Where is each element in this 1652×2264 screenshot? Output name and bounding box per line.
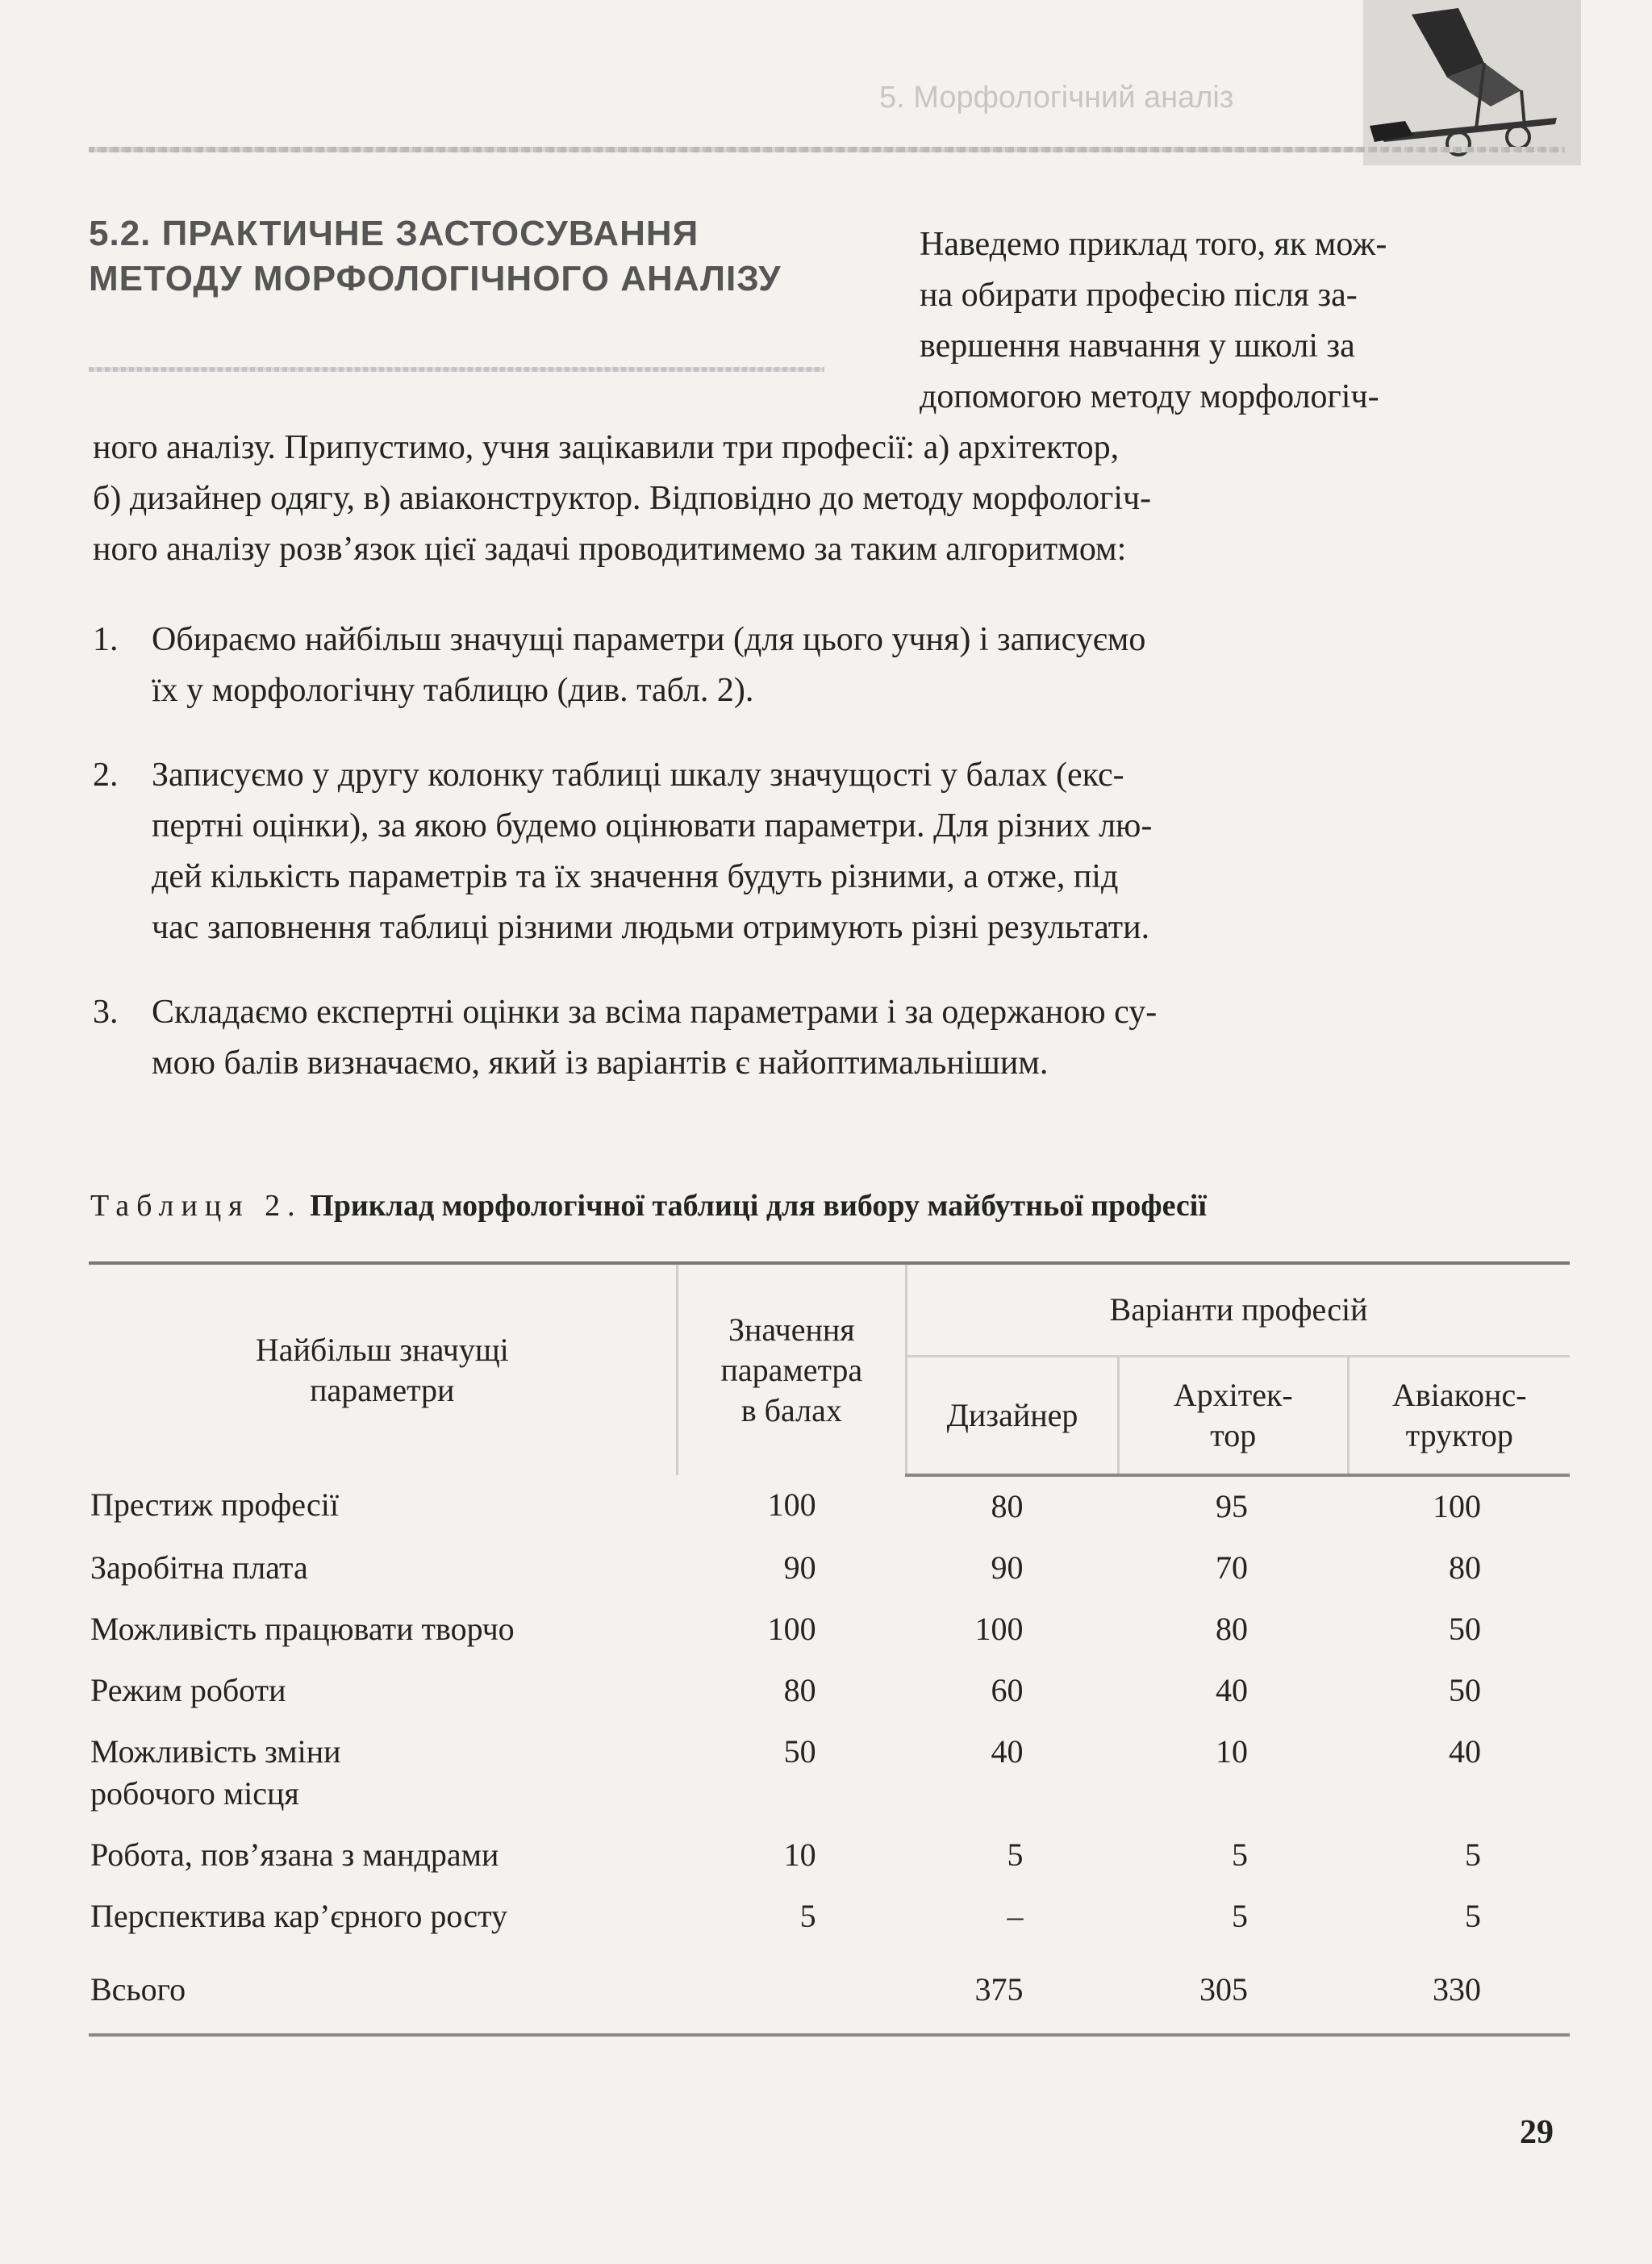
row-aircraft-score: 50	[1449, 1672, 1481, 1708]
row-designer-score: 40	[991, 1733, 1024, 1770]
row-value: 10	[783, 1837, 816, 1873]
morphological-table	[89, 1261, 1570, 2037]
page-number: 29	[1520, 2114, 1554, 2151]
row-designer-score: 90	[991, 1549, 1024, 1586]
total-label: Всього	[89, 1948, 677, 2035]
step-2: 2. Записуємо у другу колонку таблиці шкалу значущості у балах (екс- пертні оцінки), за якою будемо оцінювати параметри. Для різних лю- дей кількість параметрів та їх значення будуть різними, а отже, під час заповнення таблиці різними людьми отримують різні результати.	[93, 757, 1153, 946]
row-aircraft-score: 40	[1449, 1733, 1481, 1770]
step-3: 3. Складаємо експертні оцінки за всіма параметрами і за одержаною су- мою балів визначаємо, який із варіантів є найоптимальнішим.	[93, 994, 1158, 1082]
row-architect-score: 5	[1232, 1898, 1249, 1934]
row-parameter: Перспектива кар’єрного росту	[90, 1898, 508, 1934]
total-aircraft: 330	[1348, 1948, 1570, 2035]
row-aircraft-score: 80	[1449, 1549, 1481, 1586]
row-value: 100	[767, 1486, 816, 1523]
total-architect: 305	[1118, 1948, 1348, 2035]
header-aircraft-designer: Авіаконс- труктор	[1348, 1357, 1570, 1476]
row-value: 5	[799, 1898, 816, 1934]
row-value: 100	[767, 1611, 816, 1647]
step-1: 1. Обираємо найбільш значущі параметри (для цього учня) і записуємо їх у морфологічну таблицю (див. табл. 2).	[93, 621, 1146, 709]
header-profession-variants: Варіанти професій	[907, 1263, 1570, 1357]
row-architect-score: 95	[1216, 1488, 1249, 1524]
running-head: 5. Морфологічний аналіз	[879, 81, 1234, 115]
total-designer: 375	[907, 1948, 1119, 2035]
row-architect-score: 5	[1232, 1837, 1249, 1873]
table-row	[89, 1825, 1570, 1887]
row-parameter: Заробітна плата	[90, 1549, 308, 1586]
row-architect-score: 70	[1216, 1549, 1249, 1586]
row-aircraft-score: 100	[1433, 1488, 1481, 1524]
header-architect: Архітек- тор	[1118, 1357, 1348, 1476]
row-aircraft-score: 50	[1449, 1611, 1481, 1647]
row-designer-score: 60	[991, 1672, 1024, 1708]
row-parameter: Режим роботи	[90, 1672, 286, 1708]
row-value: 50	[783, 1733, 816, 1770]
row-aircraft-score: 5	[1465, 1837, 1481, 1873]
row-designer-score: 5	[1007, 1837, 1024, 1873]
total-value	[677, 1948, 906, 2035]
row-designer-score: –	[1007, 1898, 1024, 1934]
section-title: 5.2. ПРАКТИЧНЕ ЗАСТОСУВАННЯ МЕТОДУ МОРФОЛОГІЧНОГО АНАЛІЗУ	[89, 214, 782, 298]
header-parameters: Найбільш значущі параметри	[89, 1263, 677, 1475]
row-architect-score: 80	[1216, 1611, 1249, 1647]
intro-paragraph: Наведемо приклад того, як мож- на обирати професію після за- вершення навчання у школі за допомогою методу морфологіч- ного аналізу. Припустимо, учня зацікавили три професії: а) архітектор, б) дизайнер одягу, в) авіаконструктор. Відповідно до методу морфологіч- ного аналізу розв’язок цієї задачі проводитимемо за таким алгоритмом:	[93, 226, 1387, 568]
table-row	[89, 1661, 1570, 1722]
flying-machine-illustration	[1363, 0, 1581, 165]
row-value: 80	[783, 1672, 816, 1708]
algorithm-steps	[93, 615, 1571, 1123]
row-parameter: Можливість працювати творчо	[90, 1611, 515, 1647]
row-parameter: Робота, пов’язана з мандрами	[90, 1837, 499, 1873]
row-architect-score: 40	[1216, 1672, 1249, 1708]
table-row	[89, 1538, 1570, 1599]
row-designer-score: 100	[974, 1611, 1024, 1647]
table-row	[89, 1475, 1570, 1538]
table-row	[89, 1599, 1570, 1661]
header-designer: Дизайнер	[907, 1357, 1119, 1476]
row-designer-score: 80	[991, 1488, 1024, 1524]
row-value: 90	[783, 1549, 816, 1586]
row-parameter: Престиж професії	[90, 1486, 339, 1523]
total-row	[89, 1948, 1570, 2035]
row-architect-score: 10	[1216, 1733, 1249, 1770]
table-row	[89, 1722, 1570, 1825]
header-rule	[89, 147, 1565, 152]
row-parameter: Можливість зміни робочого місця	[90, 1733, 341, 1812]
table-caption: Таблиця 2. Приклад морфологічної таблиці для вибору майбутньої професії	[90, 1189, 1207, 1223]
header-value-points: Значення параметра в балах	[677, 1263, 906, 1475]
row-aircraft-score: 5	[1465, 1898, 1481, 1934]
table-row	[89, 1887, 1570, 1948]
